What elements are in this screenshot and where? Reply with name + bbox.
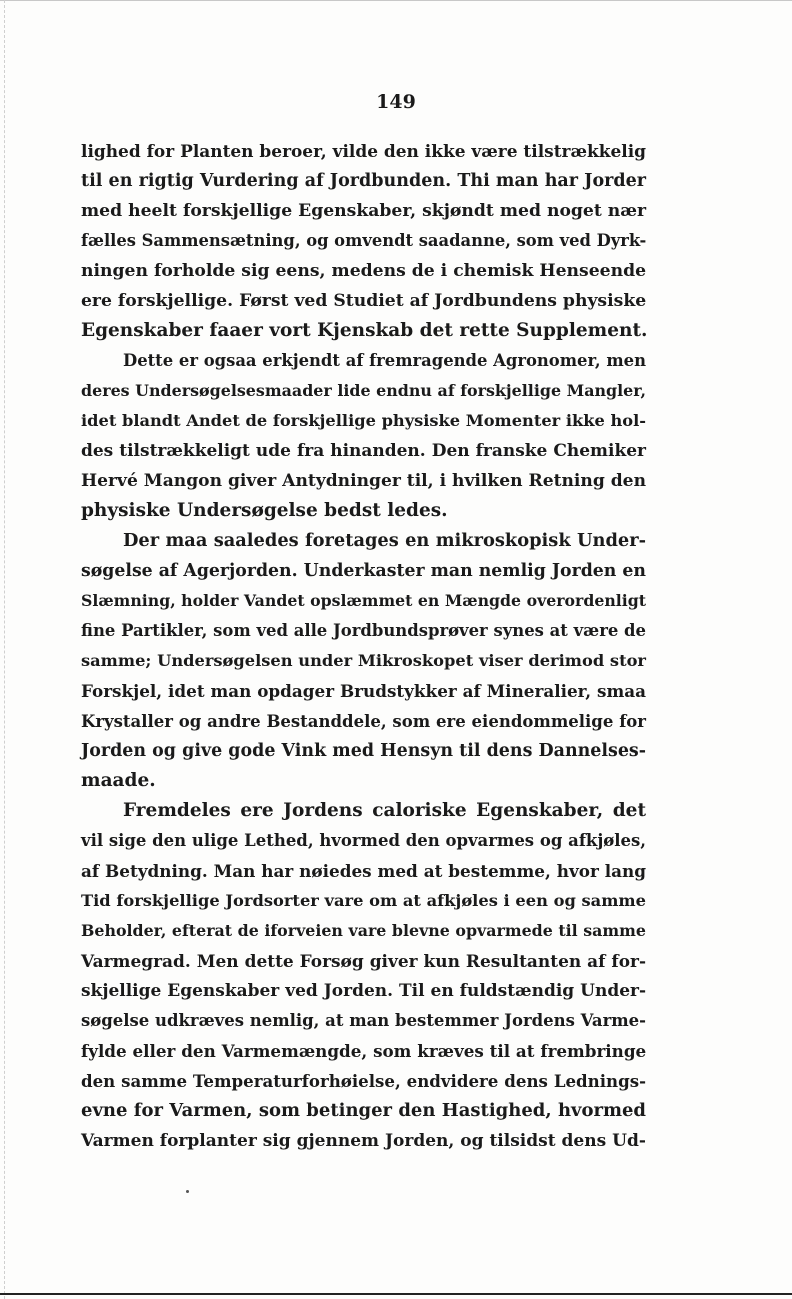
- text-line: lighed for Planten beroer, vilde den ikke være tilstrækkelig: [81, 141, 646, 161]
- text-line: søgelse udkræves nemlig, at man bestemmer Jordens Varme-: [81, 1011, 646, 1030]
- text-line: physiske Undersøgelse bedst ledes.: [81, 500, 448, 521]
- text-line: Egenskaber faaer vort Kjenskab det rette Supplement.: [81, 320, 648, 341]
- text-line: Varmen forplanter sig gjennem Jorden, og tilsidst dens Ud-: [81, 1131, 646, 1151]
- paragraph: [81, 346, 646, 526]
- text-line: fine Partikler, som ved alle Jordbundsprøver synes at være de: [81, 621, 646, 640]
- page-number: 149: [376, 91, 416, 113]
- page-top-edge: [0, 0, 792, 1]
- text-line: Varmegrad. Men dette Forsøg giver kun Resultanten af for-: [81, 951, 646, 971]
- text-line: Der maa saaledes foretages en mikroskopisk Under-: [123, 530, 646, 551]
- text-line: samme; Undersøgelsen under Mikroskopet viser derimod stor: [81, 651, 646, 670]
- text-line: skjellige Egenskaber ved Jorden. Til en fuldstændig Under-: [81, 981, 646, 1001]
- text-line: Forskjel, idet man opdager Brudstykker af Mineralier, smaa: [81, 681, 646, 701]
- paragraph: [81, 526, 646, 796]
- text-line: Krystaller og andre Bestanddele, som ere eiendommelige for: [81, 711, 646, 731]
- text-line: vil sige den ulige Lethed, hvormed den opvarmes og afkjøles,: [81, 831, 646, 850]
- page-bottom-edge: [0, 1293, 792, 1295]
- text-line: fylde eller den Varmemængde, som kræves til at frembringe: [81, 1041, 647, 1061]
- paragraph: [81, 796, 646, 1156]
- text-line: des tilstrækkeligt ude fra hinanden. Den franske Chemiker: [81, 441, 646, 461]
- text-line: evne for Varmen, som betinger den Hastighed, hvormed: [81, 1100, 646, 1121]
- text-line: den samme Temperaturforhøielse, endvidere dens Lednings-: [81, 1071, 646, 1091]
- text-line: med heelt forskjellige Egenskaber, skjøndt med noget nær: [81, 201, 647, 221]
- text-line: Slæmning, holder Vandet opslæmmet en Mængde overordenligt: [81, 591, 646, 610]
- text-line: Jorden og give gode Vink med Hensyn til dens Dannelses-: [81, 741, 646, 761]
- text-line: Beholder, efterat de iforveien vare blevne opvarmede til samme: [81, 921, 646, 940]
- text-line: maade.: [81, 770, 156, 791]
- body-text: [81, 136, 646, 1156]
- text-line: deres Undersøgelsesmaader lide endnu af forskjellige Mangler,: [81, 381, 646, 400]
- print-speck: [186, 1190, 189, 1193]
- text-line: til en rigtig Vurdering af Jordbunden. Thi man har Jorder: [81, 171, 646, 191]
- text-line: idet blandt Andet de forskjellige physiske Momenter ikke hol-: [81, 411, 646, 430]
- text-line: Fremdeles ere Jordens caloriske Egenskaber, det: [123, 800, 646, 821]
- text-line: fælles Sammensætning, og omvendt saadanne, som ved Dyrk-: [81, 231, 647, 250]
- text-line: Tid forskjellige Jordsorter vare om at afkjøles i een og samme: [81, 891, 646, 910]
- text-line: ere forskjellige. Først ved Studiet af Jordbundens physiske: [81, 291, 647, 311]
- text-line: Hervé Mangon giver Antydninger til, i hvilken Retning den: [81, 471, 646, 491]
- paragraph: [81, 136, 646, 346]
- text-line: søgelse af Agerjorden. Underkaster man nemlig Jorden en: [81, 561, 646, 581]
- page-left-edge: [4, 0, 6, 1299]
- text-line: af Betydning. Man har nøiedes med at bestemme, hvor lang: [81, 861, 646, 881]
- text-line: Dette er ogsaa erkjendt af fremragende Agronomer, men: [123, 351, 646, 370]
- text-line: ningen forholde sig eens, medens de i chemisk Henseende: [81, 261, 647, 281]
